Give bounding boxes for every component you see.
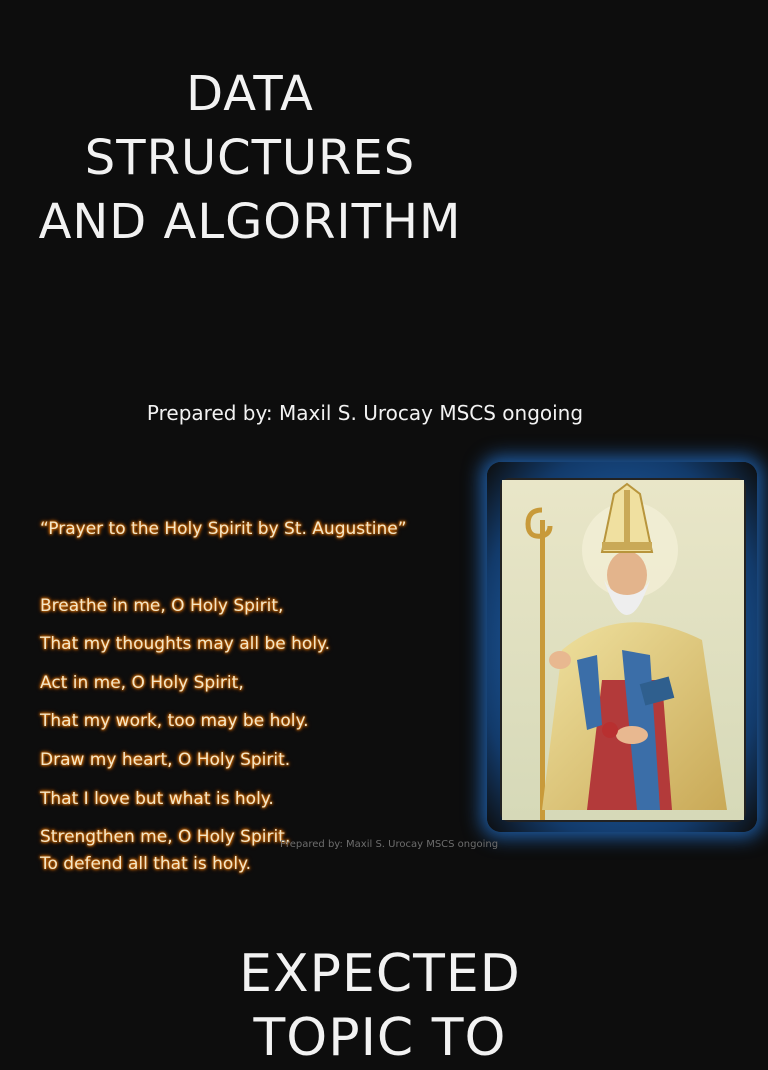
- expected-topic-heading: [0, 942, 760, 1070]
- prayer-line: Draw my heart, O Holy Spirit.: [40, 749, 291, 770]
- prayer-text: [40, 510, 480, 874]
- title-line: TOPIC TO: [253, 1008, 507, 1068]
- prayer-line: That my work, too may be holy.: [40, 711, 309, 732]
- prayer-line-clipped: [40, 853, 480, 874]
- saint-augustine-icon: [502, 480, 744, 820]
- title-line: STRUCTURES: [84, 130, 416, 186]
- slide-prayer: [0, 452, 768, 874]
- prayer-line: Breathe in me, O Holy Spirit,: [40, 595, 284, 616]
- slide-title-heading: [0, 62, 500, 254]
- prayer-title: “Prayer to the Holy Spirit by St. Augustine”: [40, 519, 407, 539]
- saint-image: [500, 478, 746, 822]
- title-line: DATA: [186, 66, 314, 122]
- slide-expected-topics: [0, 900, 768, 1068]
- prayer-line: That I love but what is holy.: [40, 788, 274, 809]
- prayer-line: To defend all that is holy.: [40, 853, 252, 874]
- slide-footer: Prepared by: Maxil S. Urocay MSCS ongoing: [280, 839, 499, 850]
- prayer-line: Act in me, O Holy Spirit,: [40, 672, 244, 693]
- title-line: AND ALGORITHM: [38, 194, 462, 250]
- prepared-by-text: Prepared by: Maxil S. Urocay MSCS ongoing: [146, 401, 584, 425]
- prayer-spacer: [40, 549, 480, 587]
- slide-title: [0, 0, 768, 450]
- prayer-line: That my thoughts may all be holy.: [40, 634, 331, 655]
- title-line: EXPECTED: [239, 944, 521, 1004]
- prayer-line: Strengthen me, O Holy Spirit,: [40, 827, 291, 848]
